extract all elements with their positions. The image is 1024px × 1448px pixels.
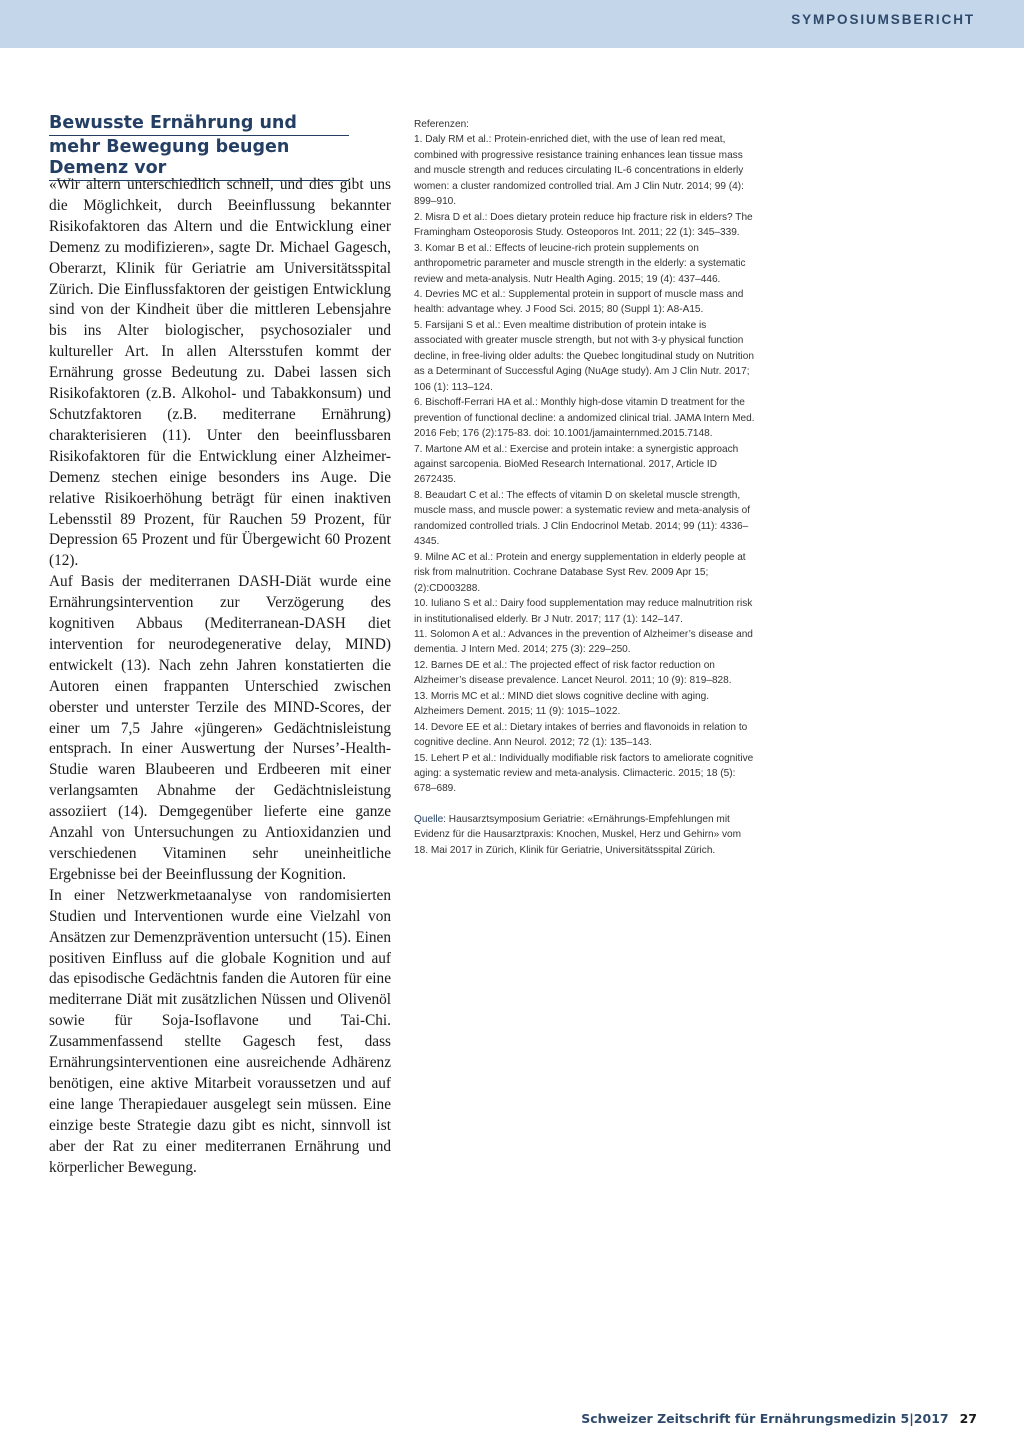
- reference-item: 7. Martone AM et al.: Exercise and protein intake: a synergistic approach against sarcopenia. BioMed Research International. 2017, Article ID 2672435.: [414, 443, 739, 486]
- source-note: [414, 812, 756, 858]
- reference-item: 9. Milne AC et al.: Protein and energy supplementation in elderly people at risk from malnutrition. Cochrane Database Syst Rev. 2009 Apr 15;(2):CD003288.: [414, 551, 746, 594]
- article-body: [49, 175, 391, 1179]
- reference-item: 8. Beaudart C et al.: The effects of vitamin D on skeletal muscle strength, muscle mass, and muscle power: a systematic review and meta-analysis of randomized controlled trials. J Clin Endocrinol Metab. 2014; 99 (11): 4336–4345.: [414, 489, 751, 548]
- reference-item: 10. Iuliano S et al.: Dairy food supplementation may reduce malnutrition risk in institutionalised elderly. Br J Nutr. 2017; 117 (1): 142–147.: [414, 598, 753, 625]
- reference-item: 4. Devries MC et al.: Supplemental protein in support of muscle mass and health: advantage whey. J Food Sci. 2015; 80 (Suppl 1): A8-A15.: [414, 288, 744, 316]
- article-title-line-2: mehr Bewegung beugen Demenz vor: [49, 137, 349, 181]
- article-title: [49, 113, 349, 181]
- references-list: [414, 132, 756, 796]
- reference-item: 3. Komar B et al.: Effects of leucine-rich protein supplements on anthropometric parameter and muscle strength in the elderly: a systematic review and meta-analysis. Nutr Health Aging. 2015; 19 (4): 437–446.: [414, 242, 746, 285]
- reference-item: 11. Solomon A et al.: Advances in the prevention of Alzheimer’s disease and dementia. J Intern Med. 2014; 275 (3): 229–250.: [414, 628, 753, 656]
- reference-item: 14. Devore EE et al.: Dietary intakes of berries and flavonoids in relation to cognitive decline. Ann Neurol. 2012; 72 (1): 135–143.: [414, 721, 748, 749]
- body-paragraph: In einer Netzwerkmetaanalyse von randomisierten Studien und Interventionen wurde eine Vielzahl von Ansätzen zur Demenzprävention untersucht (15). Einen positiven Einfluss auf die globale Kognition und auf das episodische Gedächtnis fanden die Autoren für eine mediterrane Diät mit zusätzlichen Nüssen und Olivenöl sowie für Soja-Isoflavone und Tai-Chi. Zusammenfassend stellte Gagesch fest, dass Ernährungsinterventionen eine ausreichende Adhärenz benötigen, eine aktive Mitarbeit voraussetzen und auf eine lange Therapiedauer ausgelegt sein müssen. Eine einzige beste Strategie dazu gibt es nicht, sinnvoll ist aber der Rat zu einer mediterranen Ernährung und körperlicher Bewegung.: [49, 886, 391, 1176]
- source-text: Hausarztsymposium Geriatrie: «Ernährungs-Empfehlungen mit Evidenz für die Hausarztpraxis: Knochen, Muskel, Herz und Gehirn» vom 18. Mai 2017 in Zürich, Klinik für Geriatrie, Universitätsspital Zürich.: [414, 813, 742, 856]
- body-paragraph: «Wir altern unterschiedlich schnell, und dies gibt uns die Möglichkeit, durch Beeinflussung bekannter Risikofaktoren das Altern und die Entwicklung einer Demenz zu modifizieren», sagte Dr. Michael Gagesch, Oberarzt, Klinik für Geriatrie am Universitätsspital Zürich. Die Einflussfaktoren der geistigen Entwicklung sind von der Kindheit über die mittleren Lebensjahre bis ins Alter biologischer, psychosozialer und kultureller Art. In allen Altersstufen kommt der Ernährung grosse Bedeutung zu. Dabei lassen sich Risikofaktoren (z.B. Alkohol- und Tabakkonsum) und Schutzfaktoren (z.B. mediterrane Ernährung) charakterisieren (11). Unter den beeinflussbaren Risikofaktoren für die Entwicklung einer Alzheimer-Demenz stechen einige besonders ins Auge. Die relative Risikoerhöhung beträgt für einen inaktiven Lebensstil 89 Prozent, für Rauchen 59 Prozent, für Depression 65 Prozent und für Übergewicht 60 Prozent (12).: [49, 176, 391, 570]
- reference-item: 2. Misra D et al.: Does dietary protein reduce hip fracture risk in elders? The Framingham Osteoporosis Study. Osteoporos Int. 2011; 22 (1): 345–339.: [414, 211, 753, 239]
- page-footer: [581, 1411, 977, 1426]
- section-tag: SYMPOSIUMSBERICHT: [791, 12, 975, 27]
- reference-item: 5. Farsijani S et al.: Even mealtime distribution of protein intake is associated with greater muscle strength, but not with 3-y physical function decline, in free-living older adults: the Quebec longitudinal study on Nutrition as a Determinant of Successful Aging (NuAge study). Am J Clin Nutr. 2017; 106 (1): 113–124.: [414, 319, 755, 393]
- journal-name: Schweizer Zeitschrift für Ernährungsmedizin 5|2017: [581, 1411, 949, 1426]
- source-label: Quelle:: [414, 813, 446, 825]
- article-title-line-1: Bewusste Ernährung und: [49, 113, 349, 136]
- header-bar: [0, 0, 1024, 48]
- reference-item: 1. Daly RM et al.: Protein-enriched diet, with the use of lean red meat, combined with progressive resistance training enhances lean tissue mass and muscle strength and reduces circulating IL-6 concentrations in elderly women: a cluster randomized controlled trial. Am J Clin Nutr. 2014; 99 (4): 899–910.: [414, 134, 744, 208]
- reference-item: 15. Lehert P et al.: Individually modifiable risk factors to ameliorate cognitive aging: a systematic review and meta-analysis. Climacteric. 2015; 18 (5): 678–689.: [414, 752, 754, 795]
- reference-item: 12. Barnes DE et al.: The projected effect of risk factor reduction on Alzheimer’s disease prevalence. Lancet Neurol. 2011; 10 (9): 819–828.: [414, 659, 732, 687]
- references-heading: Referenzen:: [414, 119, 469, 130]
- references-column: [414, 117, 756, 858]
- page-number: 27: [959, 1411, 977, 1426]
- reference-item: 13. Morris MC et al.: MIND diet slows cognitive decline with aging. Alzheimers Dement. 2015; 11 (9): 1015–1022.: [414, 690, 710, 718]
- reference-item: 6. Bischoff-Ferrari HA et al.: Monthly high-dose vitamin D treatment for the prevention of functional decline: a andomized clinical trial. JAMA Intern Med. 2016 Feb; 176 (2):175-83. doi: 10.1001/jamainternmed.2015.7148.: [414, 397, 755, 440]
- body-paragraph: Auf Basis der mediterranen DASH-Diät wurde eine Ernährungsintervention zur Verzögerung des kognitiven Abbaus (Mediterranean-DASH diet intervention for neurodegenerative delay, MIND) entwickelt (13). Nach zehn Jahren konstatierten die Autoren einen frappanten Unterschied zwischen oberster und unterster Terzile des MIND-Scores, der einer um 7,5 Jahre «jüngeren» Gedächtnisleistung entsprach. In einer Auswertung der Nurses’-Health-Studie waren Blaubeeren und Erdbeeren mit einer verlangsamten Abnahme der Gedächtnisleistung assoziiert (14). Demgegenüber lieferte eine ganze Anzahl von Untersuchungen zu Antioxidanzien und verschiedenen Vitaminen sehr uneinheitliche Ergebnisse bei der Beeinflussung der Kognition.: [49, 573, 391, 883]
